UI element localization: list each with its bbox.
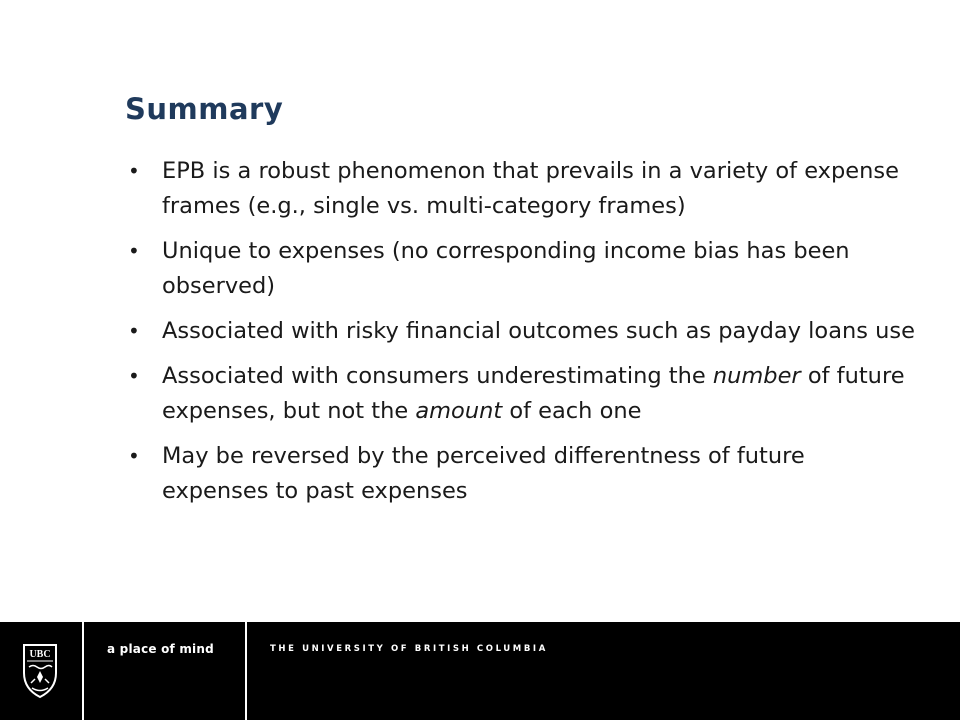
footer-divider [245,622,247,720]
footer-divider [82,622,84,720]
bullet-dot-icon: • [128,364,140,388]
bullet-item [128,154,918,224]
bullet-dot-icon: • [128,319,140,343]
bullet-text: May be reversed by the perceived differentness of future expenses to past expenses [162,443,805,504]
bullet-text [162,363,905,424]
bullet-text: EPB is a robust phenomenon that prevails in a variety of expense frames (e.g., single vs. multi-category frames) [162,158,899,219]
footer-bar [0,622,960,720]
university-name: THE UNIVERSITY OF BRITISH COLUMBIA [270,644,548,654]
bullet-dot-icon: • [128,159,140,183]
bullet-item [128,234,918,304]
ubc-crest-logo [22,643,58,699]
bullet-emphasis: amount [415,398,503,424]
bullet-dot-icon: • [128,239,140,263]
bullet-text: Associated with risky financial outcomes such as payday loans use [162,318,915,344]
bullet-item [128,359,918,429]
bullet-emphasis: number [712,363,801,389]
bullet-item [128,439,918,509]
bullet-text-segment: of future expenses, but not the [162,363,905,424]
tagline: a place of mind [107,642,214,656]
bullet-text: Unique to expenses (no corresponding income bias has been observed) [162,238,850,299]
crest-lettering: UBC [29,649,51,660]
slide-title: Summary [125,92,284,126]
bullet-list [128,154,918,519]
bullet-dot-icon: • [128,444,140,468]
bullet-text-segment: Associated with consumers underestimating the [162,363,713,389]
bullet-item [128,314,918,349]
bullet-text-segment: of each one [502,398,642,424]
